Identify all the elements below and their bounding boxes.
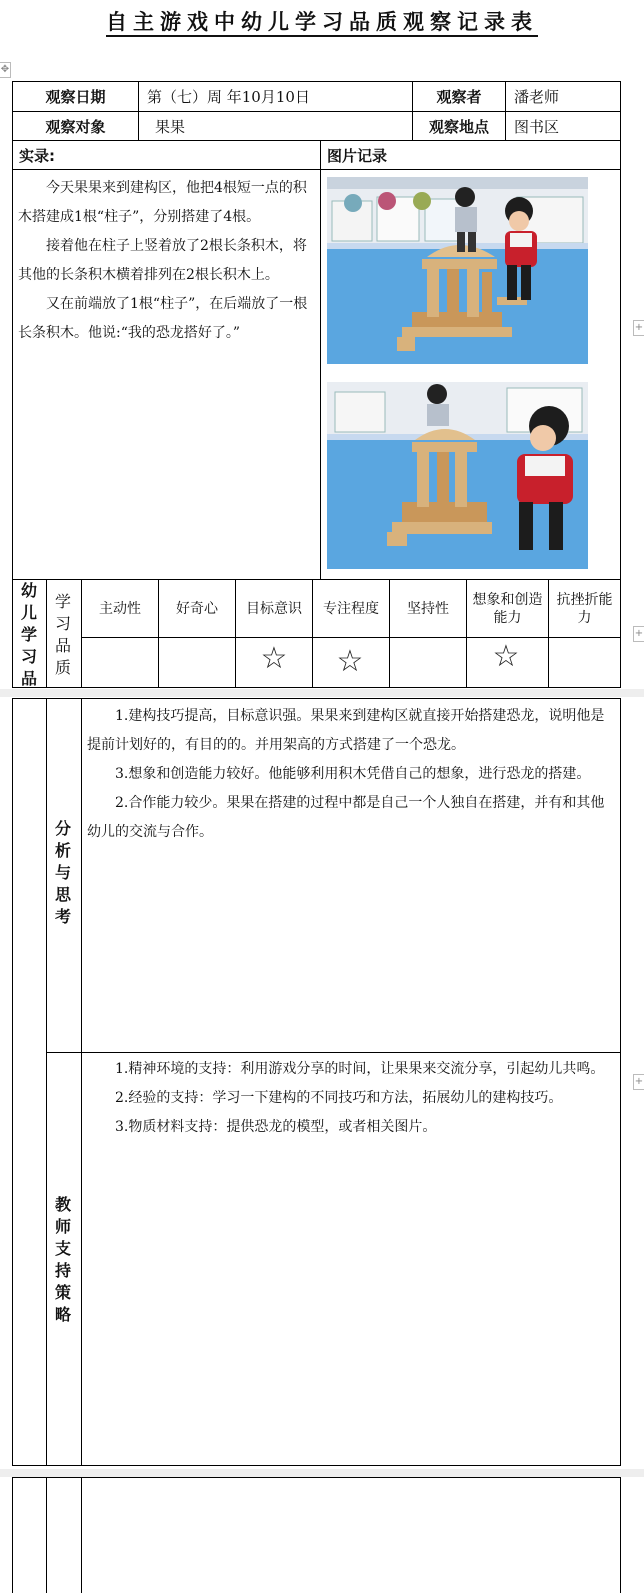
location-value[interactable]: 图书区	[514, 117, 560, 136]
record-paragraph: 今天果果来到建构区，他把4根短一点的积木搭建成1根“柱子”，分别搭建了4根。	[18, 180, 307, 225]
strategy-paragraph: 2.经验的支持：学习一下建构的不同技巧和方法，拓展幼儿的建构技巧。	[115, 1090, 563, 1106]
observer-value[interactable]: 潘老师	[514, 88, 560, 106]
quality-col-resilience: 抗挫折能力	[556, 591, 613, 626]
star-icon[interactable]: ☆	[492, 639, 520, 674]
add-row-icon[interactable]: +	[633, 626, 644, 642]
add-row-icon[interactable]: +	[633, 320, 644, 336]
strategy-paragraph: 1.精神环境的支持：利用游戏分享的时间，让果果来交流分享，引起幼儿共鸣。	[115, 1061, 605, 1077]
location-label: 观察地点	[428, 117, 489, 136]
teacher-strategy-label: 教 师 支 持 策 略	[54, 1195, 71, 1324]
photo-record-heading: 图片记录	[327, 146, 388, 165]
observer-label: 观察者	[436, 88, 482, 106]
subject-label: 观察对象	[45, 117, 106, 136]
quality-col-persistence: 坚持性	[407, 600, 449, 617]
quality-col-initiative: 主动性	[99, 600, 141, 617]
record-text-heading: 实录:	[19, 146, 55, 165]
date-value[interactable]: 第（七）周 年10月10日	[147, 88, 310, 106]
strategy-text[interactable]	[87, 1055, 614, 1142]
analysis-paragraph: 1.建构技巧提高，目标意识强。果果来到建构区就直接开始搭建恐龙，说明他是提前计划好的，有目的的。并用架高的方式搭建了一个恐龙。	[87, 708, 605, 753]
add-row-icon[interactable]: +	[633, 1074, 644, 1090]
photo-block-building-1	[327, 177, 588, 364]
strategy-paragraph: 3.物质材料支持：提供恐龙的模型，或者相关图片。	[115, 1119, 437, 1135]
record-paragraph: 又在前端放了1根“柱子”，在后端放了一根长条积木。他说:“我的恐龙搭好了。”	[18, 296, 308, 341]
analysis-text[interactable]	[87, 702, 614, 847]
analysis-paragraph: 3.想象和创造能力较好。他能够利用积木凭借自己的想象，进行恐龙的搭建。	[115, 766, 591, 782]
subject-value[interactable]: 果果	[155, 117, 186, 136]
quality-col-focus: 专注程度	[323, 600, 379, 617]
learning-quality-sub-label: 学 习 品 质	[54, 592, 71, 677]
star-icon[interactable]: ☆	[336, 644, 364, 679]
record-paragraph: 接着他在柱子上竖着放了2根长条积木，将其他的长条积木横着排列在2根长积木上。	[18, 238, 307, 283]
table-move-icon[interactable]: ✥	[0, 62, 11, 78]
photo-block-building-2	[327, 382, 588, 569]
record-text[interactable]	[18, 174, 314, 348]
page-gap	[0, 1469, 644, 1477]
analysis-label: 分 析 与 思 考	[54, 819, 71, 926]
star-icon[interactable]: ☆	[260, 641, 288, 676]
page-gap	[0, 689, 644, 697]
quality-col-goal-awareness: 目标意识	[246, 600, 302, 617]
date-label: 观察日期	[45, 88, 106, 106]
quality-col-curiosity: 好奇心	[176, 600, 218, 617]
document-title: 自主游戏中幼儿学习品质观察记录表	[0, 6, 644, 36]
analysis-paragraph: 2.合作能力较少。果果在搭建的过程中都是自己一个人独自在搭建，并有和其他幼儿的交流与合作。	[87, 795, 605, 840]
learning-quality-side-label: 幼 儿 学 习 品	[20, 581, 37, 686]
quality-col-imagination: 想象和创造能力	[472, 591, 543, 626]
